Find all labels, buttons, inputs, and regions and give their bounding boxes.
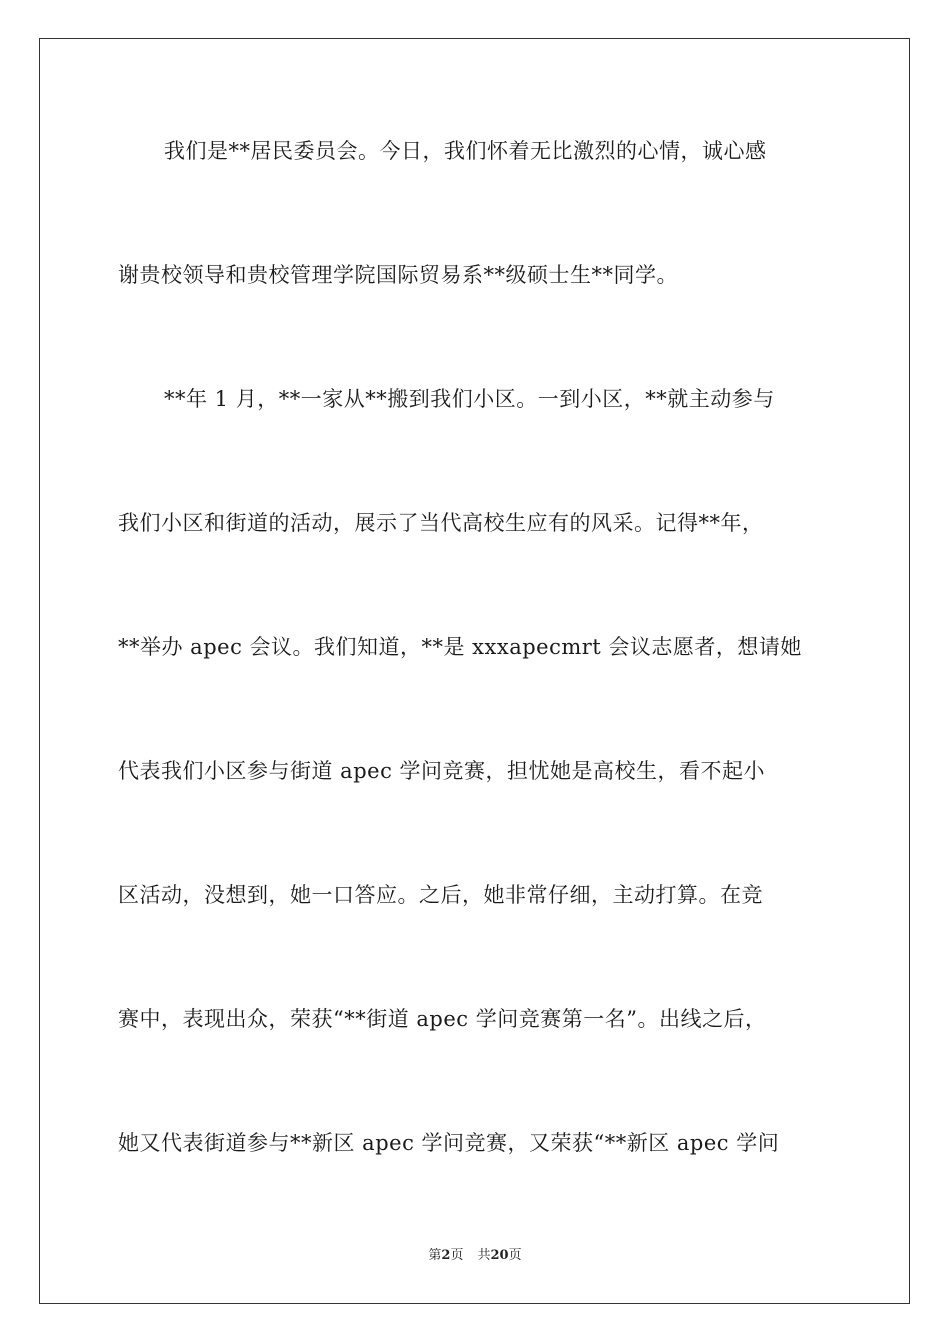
paragraph-2-line-5: 区活动，没想到，她一口答应。之后，她非常仔细，主动打算。在竞 bbox=[118, 883, 763, 907]
total-suffix: 页 bbox=[508, 1248, 522, 1263]
total-pages: 20 bbox=[490, 1248, 509, 1263]
paragraph-1-line-1: 我们是**居民委员会。今日，我们怀着无比激烈的心情，诚心感 bbox=[164, 139, 767, 163]
paragraph-2-line-7: 她又代表街道参与**新区 apec 学问竞赛，又荣获“**新区 apec 学问 bbox=[118, 1131, 780, 1155]
page-prefix: 第 bbox=[428, 1248, 442, 1263]
paragraph-2-line-3: **举办 apec 会议。我们知道，**是 xxxapecmrt 会议志愿者，想请她 bbox=[118, 635, 802, 659]
total-prefix: 共 bbox=[477, 1248, 491, 1263]
page-suffix: 页 bbox=[450, 1248, 464, 1263]
page-footer bbox=[0, 1247, 950, 1265]
paragraph-2-line-4: 代表我们小区参与街道 apec 学问竞赛，担忧她是高校生，看不起小 bbox=[118, 759, 765, 783]
paragraph-2-line-6: 赛中，表现出众，荣获“**街道 apec 学问竞赛第一名”。出线之后， bbox=[118, 1007, 767, 1031]
paragraph-2-line-1: **年 1 月，**一家从**搬到我们小区。一到小区，**就主动参与 bbox=[164, 387, 775, 411]
paragraph-1-line-2: 谢贵校领导和贵校管理学院国际贸易系**级硕士生**同学。 bbox=[118, 263, 678, 287]
paragraph-2-line-2: 我们小区和街道的活动，展示了当代高校生应有的风采。记得**年， bbox=[118, 511, 764, 535]
page-frame bbox=[39, 38, 910, 1304]
page-number: 2 bbox=[441, 1248, 451, 1263]
